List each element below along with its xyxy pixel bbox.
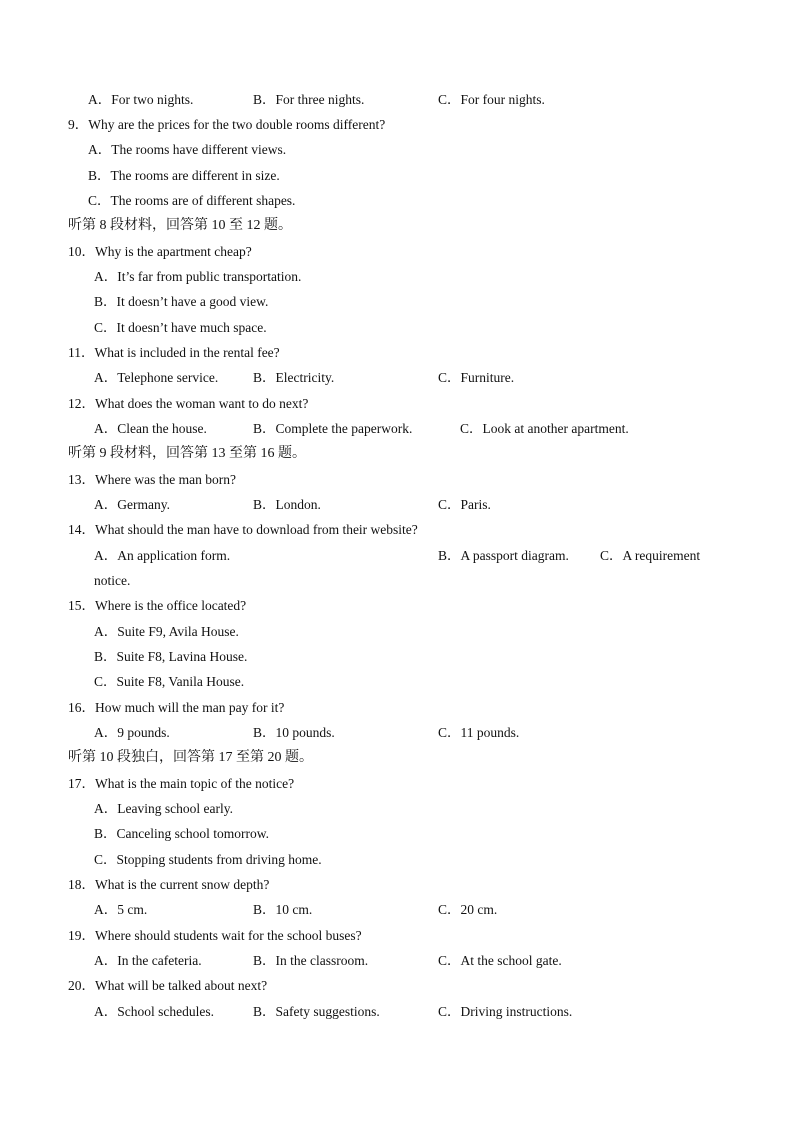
question-11: 11．What is included in the rental fee? bbox=[68, 345, 280, 360]
question-14: 14．What should the man have to download from their website? bbox=[68, 522, 418, 537]
q16-option-a: A．9 pounds. bbox=[94, 725, 170, 740]
question-18: 18．What is the current snow depth? bbox=[68, 877, 270, 892]
q8-option-c: C．For four nights. bbox=[438, 92, 545, 107]
q20-option-b: B．Safety suggestions. bbox=[253, 1004, 380, 1019]
q11-option-b: B．Electricity. bbox=[253, 370, 335, 385]
q17-option-c: C．Stopping students from driving home. bbox=[94, 852, 322, 867]
q20-option-a: A．School schedules. bbox=[94, 1004, 214, 1019]
q19-option-c: C．At the school gate. bbox=[438, 953, 562, 968]
q15-option-c: C．Suite F8, Vanila House. bbox=[94, 674, 245, 689]
question-16: 16．How much will the man pay for it? bbox=[68, 700, 285, 715]
q17-option-b: B．Canceling school tomorrow. bbox=[94, 826, 269, 841]
q14-option-c: C．A requirement bbox=[600, 548, 701, 563]
q9-option-c: C．The rooms are of different shapes. bbox=[88, 193, 296, 208]
q16-option-b: B．10 pounds. bbox=[253, 725, 335, 740]
question-15: 15．Where is the office located? bbox=[68, 598, 247, 613]
q8-option-b: B．For three nights. bbox=[253, 92, 365, 107]
q13-option-a: A．Germany. bbox=[94, 497, 170, 512]
q19-option-a: A．In the cafeteria. bbox=[94, 953, 202, 968]
section-heading-9: 听第 9 段材料，回答第 13 至第 16 题。 bbox=[68, 446, 306, 461]
q12-option-a: A．Clean the house. bbox=[94, 421, 207, 436]
q18-option-b: B．10 cm. bbox=[253, 902, 313, 917]
question-13: 13．Where was the man born? bbox=[68, 472, 236, 487]
q14-option-c-continued: notice. bbox=[94, 573, 131, 588]
q15-option-a: A．Suite F9, Avila House. bbox=[94, 624, 239, 639]
q9-option-a: A．The rooms have different views. bbox=[88, 142, 287, 157]
question-20: 20．What will be talked about next? bbox=[68, 978, 268, 993]
q13-option-c: C．Paris. bbox=[438, 497, 491, 512]
q14-option-a: A．An application form. bbox=[94, 548, 231, 563]
q18-option-c: C．20 cm. bbox=[438, 902, 498, 917]
question-12: 12．What does the woman want to do next? bbox=[68, 396, 309, 411]
q12-option-c: C．Look at another apartment. bbox=[460, 421, 629, 436]
section-heading-8: 听第 8 段材料，回答第 10 至 12 题。 bbox=[68, 218, 292, 233]
q16-option-c: C．11 pounds. bbox=[438, 725, 520, 740]
question-19: 19．Where should students wait for the school buses? bbox=[68, 928, 362, 943]
q17-option-a: A．Leaving school early. bbox=[94, 801, 233, 816]
q9-option-b: B．The rooms are different in size. bbox=[88, 168, 280, 183]
question-17: 17．What is the main topic of the notice? bbox=[68, 776, 295, 791]
question-9: 9．Why are the prices for the two double rooms different? bbox=[68, 117, 386, 132]
q14-option-b: B．A passport diagram. bbox=[438, 548, 569, 563]
question-10: 10．Why is the apartment cheap? bbox=[68, 244, 252, 259]
section-heading-10: 听第 10 段独白，回答第 17 至第 20 题。 bbox=[68, 750, 313, 765]
q18-option-a: A．5 cm. bbox=[94, 902, 148, 917]
q10-option-c: C．It doesn’t have much space. bbox=[94, 320, 267, 335]
q20-option-c: C．Driving instructions. bbox=[438, 1004, 573, 1019]
q19-option-b: B．In the classroom. bbox=[253, 953, 369, 968]
q10-option-b: B．It doesn’t have a good view. bbox=[94, 294, 269, 309]
q12-option-b: B．Complete the paperwork. bbox=[253, 421, 413, 436]
q8-option-a: A．For two nights. bbox=[88, 92, 194, 107]
q11-option-c: C．Furniture. bbox=[438, 370, 515, 385]
q11-option-a: A．Telephone service. bbox=[94, 370, 219, 385]
q10-option-a: A．It’s far from public transportation. bbox=[94, 269, 302, 284]
q15-option-b: B．Suite F8, Lavina House. bbox=[94, 649, 248, 664]
q13-option-b: B．London. bbox=[253, 497, 321, 512]
